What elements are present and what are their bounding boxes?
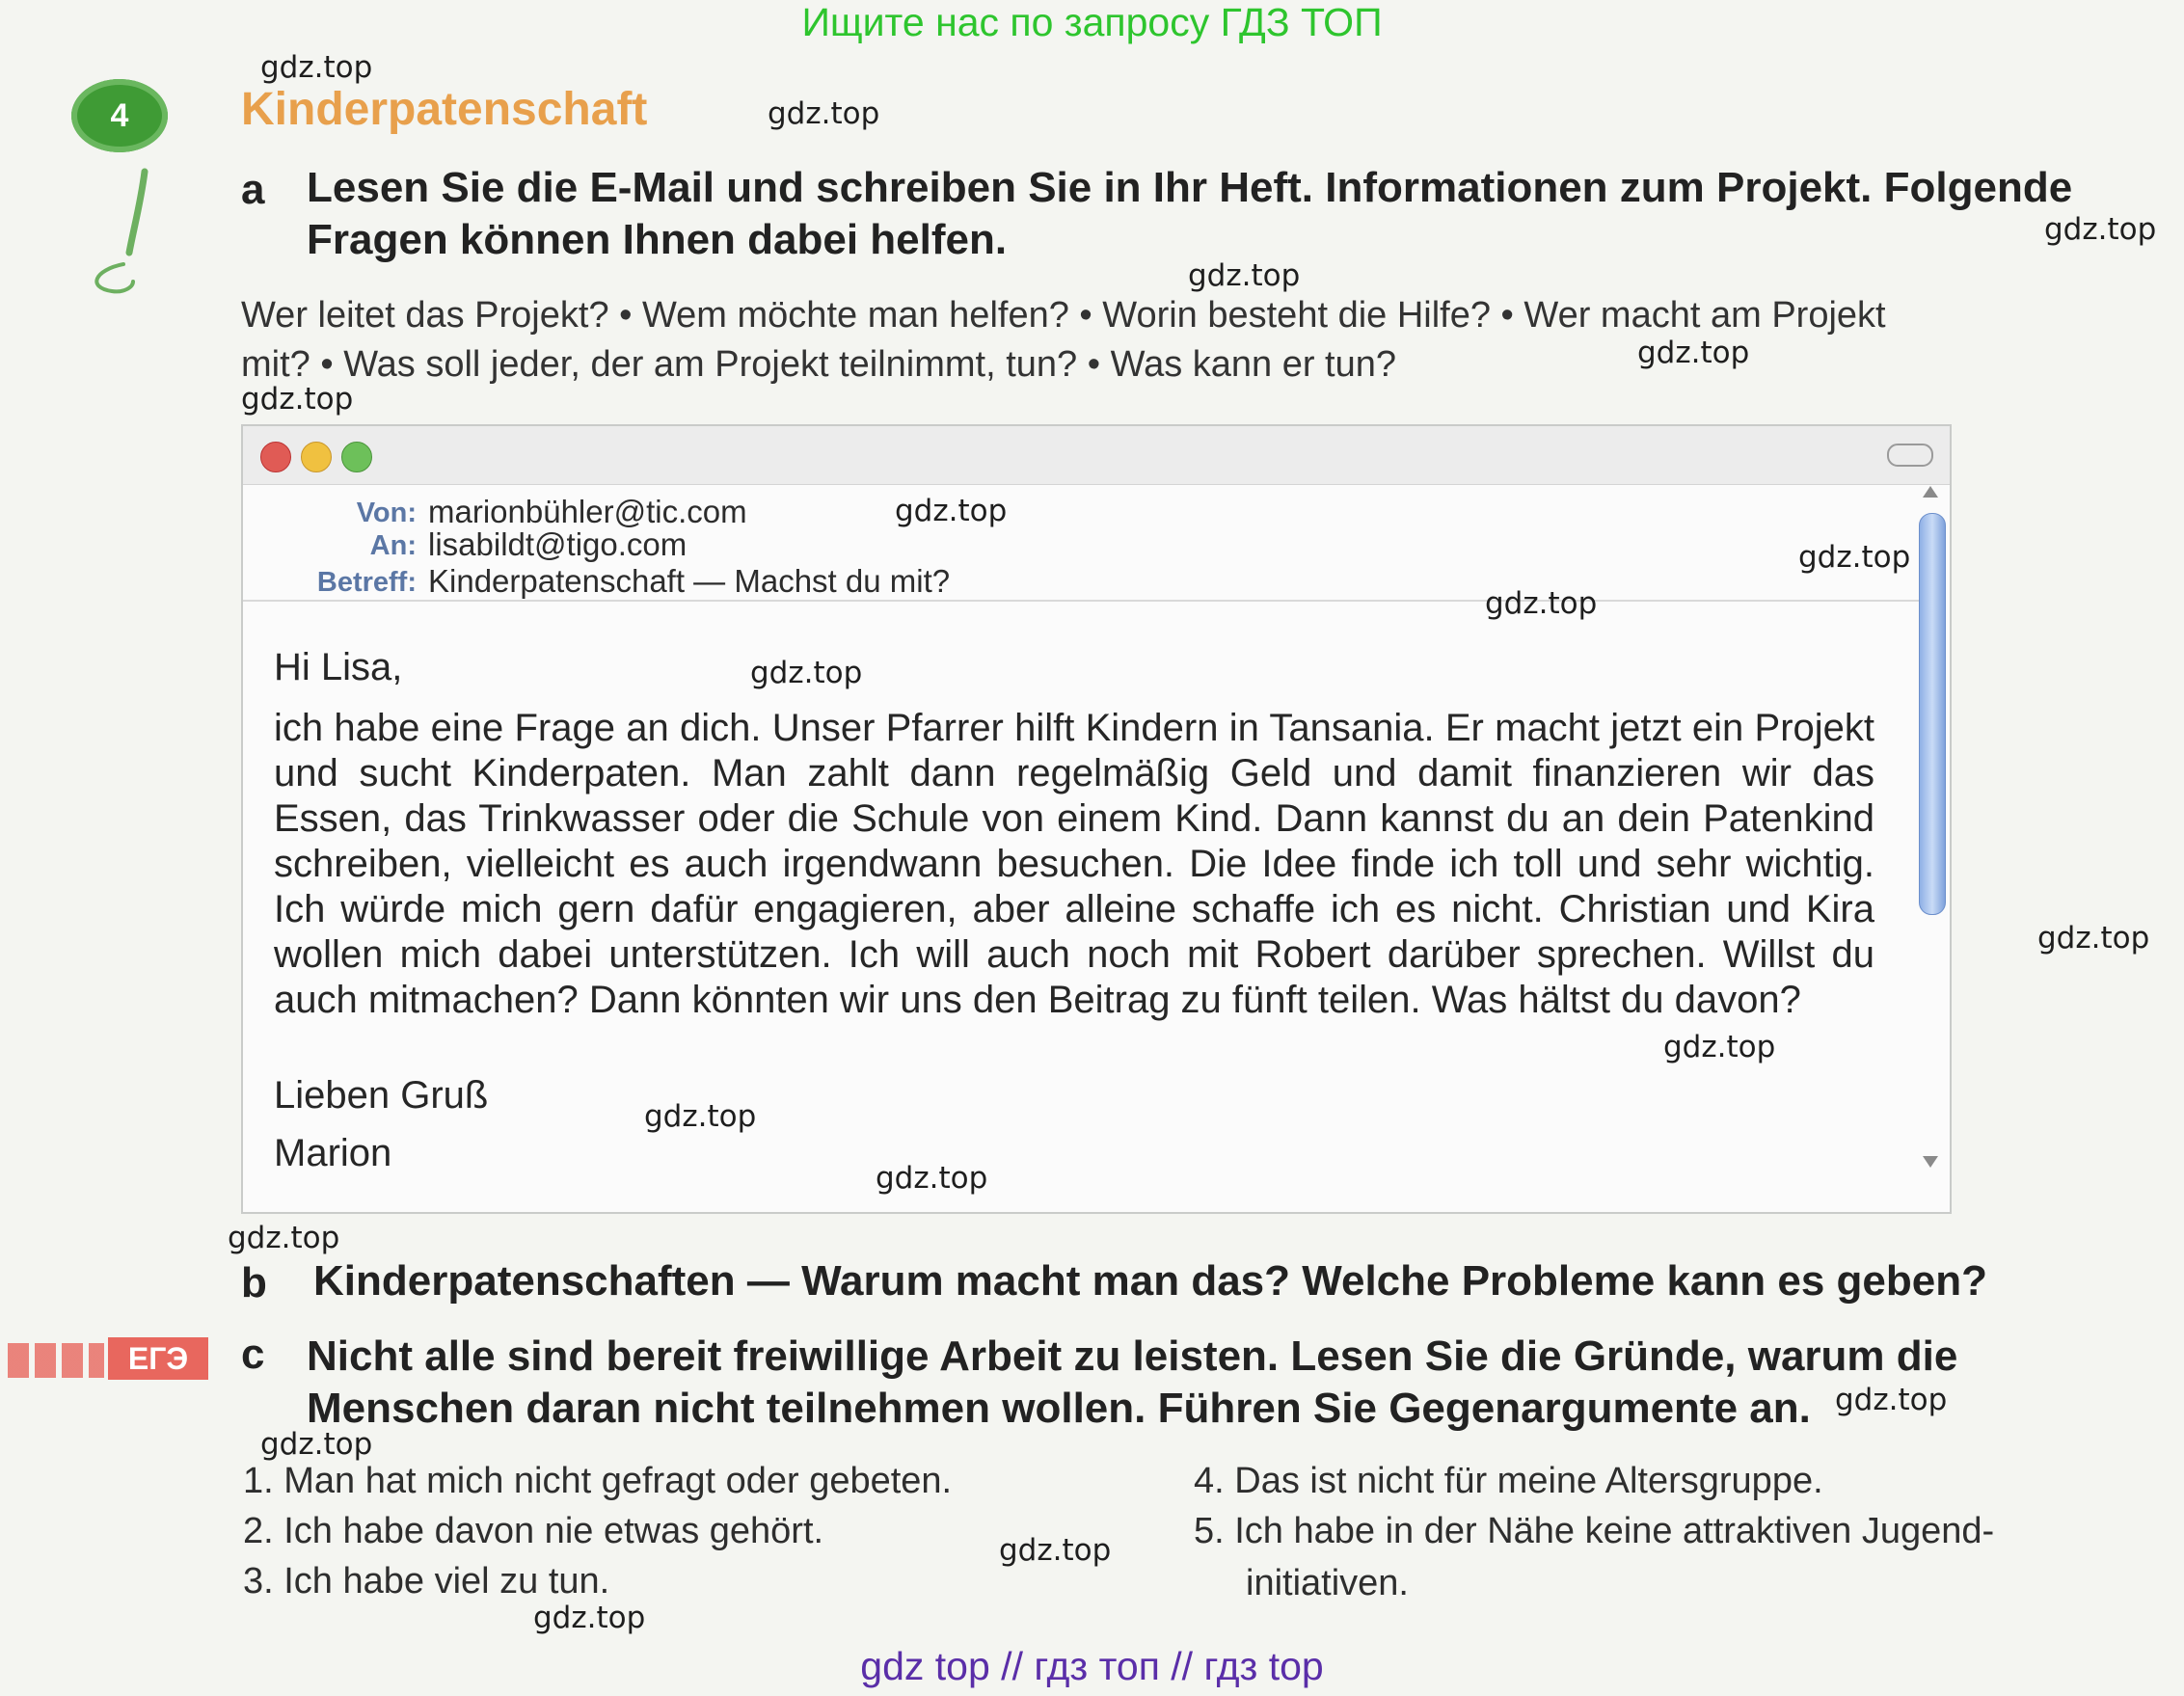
watermark: gdz.top — [2044, 212, 2157, 247]
scroll-down-icon[interactable] — [1923, 1156, 1938, 1168]
email-headers — [243, 486, 1921, 602]
subject-label: Betreff: — [316, 567, 417, 598]
watermark: gdz.top — [1485, 586, 1598, 621]
email-window — [241, 424, 1952, 1214]
scrollbar[interactable] — [1919, 486, 1946, 1204]
to-address: lisabildt@tigo.com — [428, 526, 688, 562]
part-c-task-line-1: Nicht alle sind bereit freiwillige Arbeit zu leisten. Lesen Sie die Gründe, warum die — [307, 1333, 1958, 1380]
close-icon[interactable] — [260, 442, 291, 472]
watermark: gdz.top — [1835, 1383, 1948, 1417]
part-c-letter: c — [241, 1331, 265, 1378]
footer-banner: gdz top // гдз топ // гдз top — [860, 1644, 1324, 1688]
list-item: 3. Ich habe viel zu tun. — [243, 1561, 610, 1602]
watermark: gdz.top — [2037, 921, 2150, 956]
email-greeting: Hi Lisa, — [274, 646, 403, 688]
search-banner: Ищите нас по запросу ГДЗ ТОП — [801, 0, 1383, 44]
email-closing: Lieben Gruß — [274, 1074, 489, 1117]
from-address: marionbühler@tic.com — [428, 494, 747, 529]
questions-line-2: mit? • Was soll jeder, der am Projekt teilnimmt, tun? • Was kann er tun? — [241, 344, 1397, 385]
watermark: gdz.top — [644, 1099, 757, 1134]
list-item: 2. Ich habe davon nie etwas gehört. — [243, 1511, 824, 1551]
toolbar-toggle-icon[interactable] — [1887, 444, 1933, 467]
watermark: gdz.top — [1798, 540, 1911, 575]
watermark: gdz.top — [241, 382, 354, 417]
zoom-icon[interactable] — [341, 442, 372, 472]
list-item: 5. Ich habe in der Nähe keine attraktiven Jugend- — [1194, 1511, 1995, 1551]
exercise-number-badge: 4 — [71, 79, 168, 152]
watermark: gdz.top — [768, 96, 880, 131]
list-item: 4. Das ist nicht für meine Altersgruppe. — [1194, 1461, 1823, 1501]
window-titlebar — [243, 426, 1950, 485]
questions-line-1: Wer leitet das Projekt? • Wem möchte man helfen? • Worin besteht die Hilfe? • Wer macht am Projekt — [241, 295, 1886, 336]
scroll-thumb[interactable] — [1919, 513, 1946, 915]
part-c-task-line-2: Menschen daran nicht teilnehmen wollen. Führen Sie Gegenargumente an. — [307, 1385, 1811, 1432]
scroll-up-icon[interactable] — [1923, 486, 1938, 498]
part-a-letter: a — [241, 166, 265, 213]
watermark: gdz.top — [895, 494, 1008, 528]
watermark: gdz.top — [1637, 336, 1750, 370]
subject-text: Kinderpatenschaft — Machst du mit? — [428, 563, 951, 599]
watermark: gdz.top — [1188, 258, 1301, 293]
from-label: Von: — [356, 498, 417, 528]
watermark: gdz.top — [260, 1427, 373, 1462]
list-item-continuation: initiativen. — [1246, 1563, 1409, 1603]
watermark: gdz.top — [228, 1221, 340, 1255]
ege-badge — [0, 1335, 210, 1382]
part-b-letter: b — [241, 1259, 267, 1306]
part-a-task-line-2: Fragen können Ihnen dabei helfen. — [307, 216, 1008, 263]
exercise-title: Kinderpatenschaft — [241, 84, 648, 135]
exclamation-decoration-icon — [85, 164, 172, 299]
part-b-task: Kinderpatenschaften — Warum macht man das? Welche Probleme kann es geben? — [313, 1257, 1987, 1305]
watermark: gdz.top — [999, 1533, 1112, 1568]
minimize-icon[interactable] — [301, 442, 332, 472]
watermark: gdz.top — [533, 1601, 646, 1635]
watermark: gdz.top — [750, 656, 863, 690]
email-signature: Marion — [274, 1132, 392, 1174]
watermark: gdz.top — [260, 50, 373, 85]
ege-label: ЕГЭ — [108, 1337, 208, 1380]
watermark: gdz.top — [876, 1161, 988, 1196]
email-body: ich habe eine Frage an dich. Unser Pfarrer hilft Kindern in Tansania. Er macht jetzt ein Projekt und sucht Kinderpaten. Man zahlt dann regelmäßig Geld und damit finanzieren wir das Essen, das Trinkwasser oder die Schule von einem Kind. Dann kannst du an dein Patenkind schreiben, vielleicht es auch irgendwann besuchen. Die Idee finde ich toll und sehr wichtig. Ich würde mich gern dafür engagieren, aber alleine schaffe ich es nicht. Christian und Kira wollen mich dabei unterstützen. Ich will auch noch mit Robert darüber sprechen. Willst du auch mitmachen? Dann könnten wir uns den Beitrag zu fünft teilen. Was hältst du davon? — [274, 707, 1874, 1021]
watermark: gdz.top — [1663, 1030, 1776, 1064]
part-a-task-line-1: Lesen Sie die E-Mail und schreiben Sie in Ihr Heft. Informationen zum Projekt. Folgende — [307, 164, 2073, 211]
to-label: An: — [369, 530, 417, 561]
ege-stripes-icon — [8, 1343, 104, 1378]
list-item: 1. Man hat mich nicht gefragt oder gebeten. — [243, 1461, 953, 1501]
